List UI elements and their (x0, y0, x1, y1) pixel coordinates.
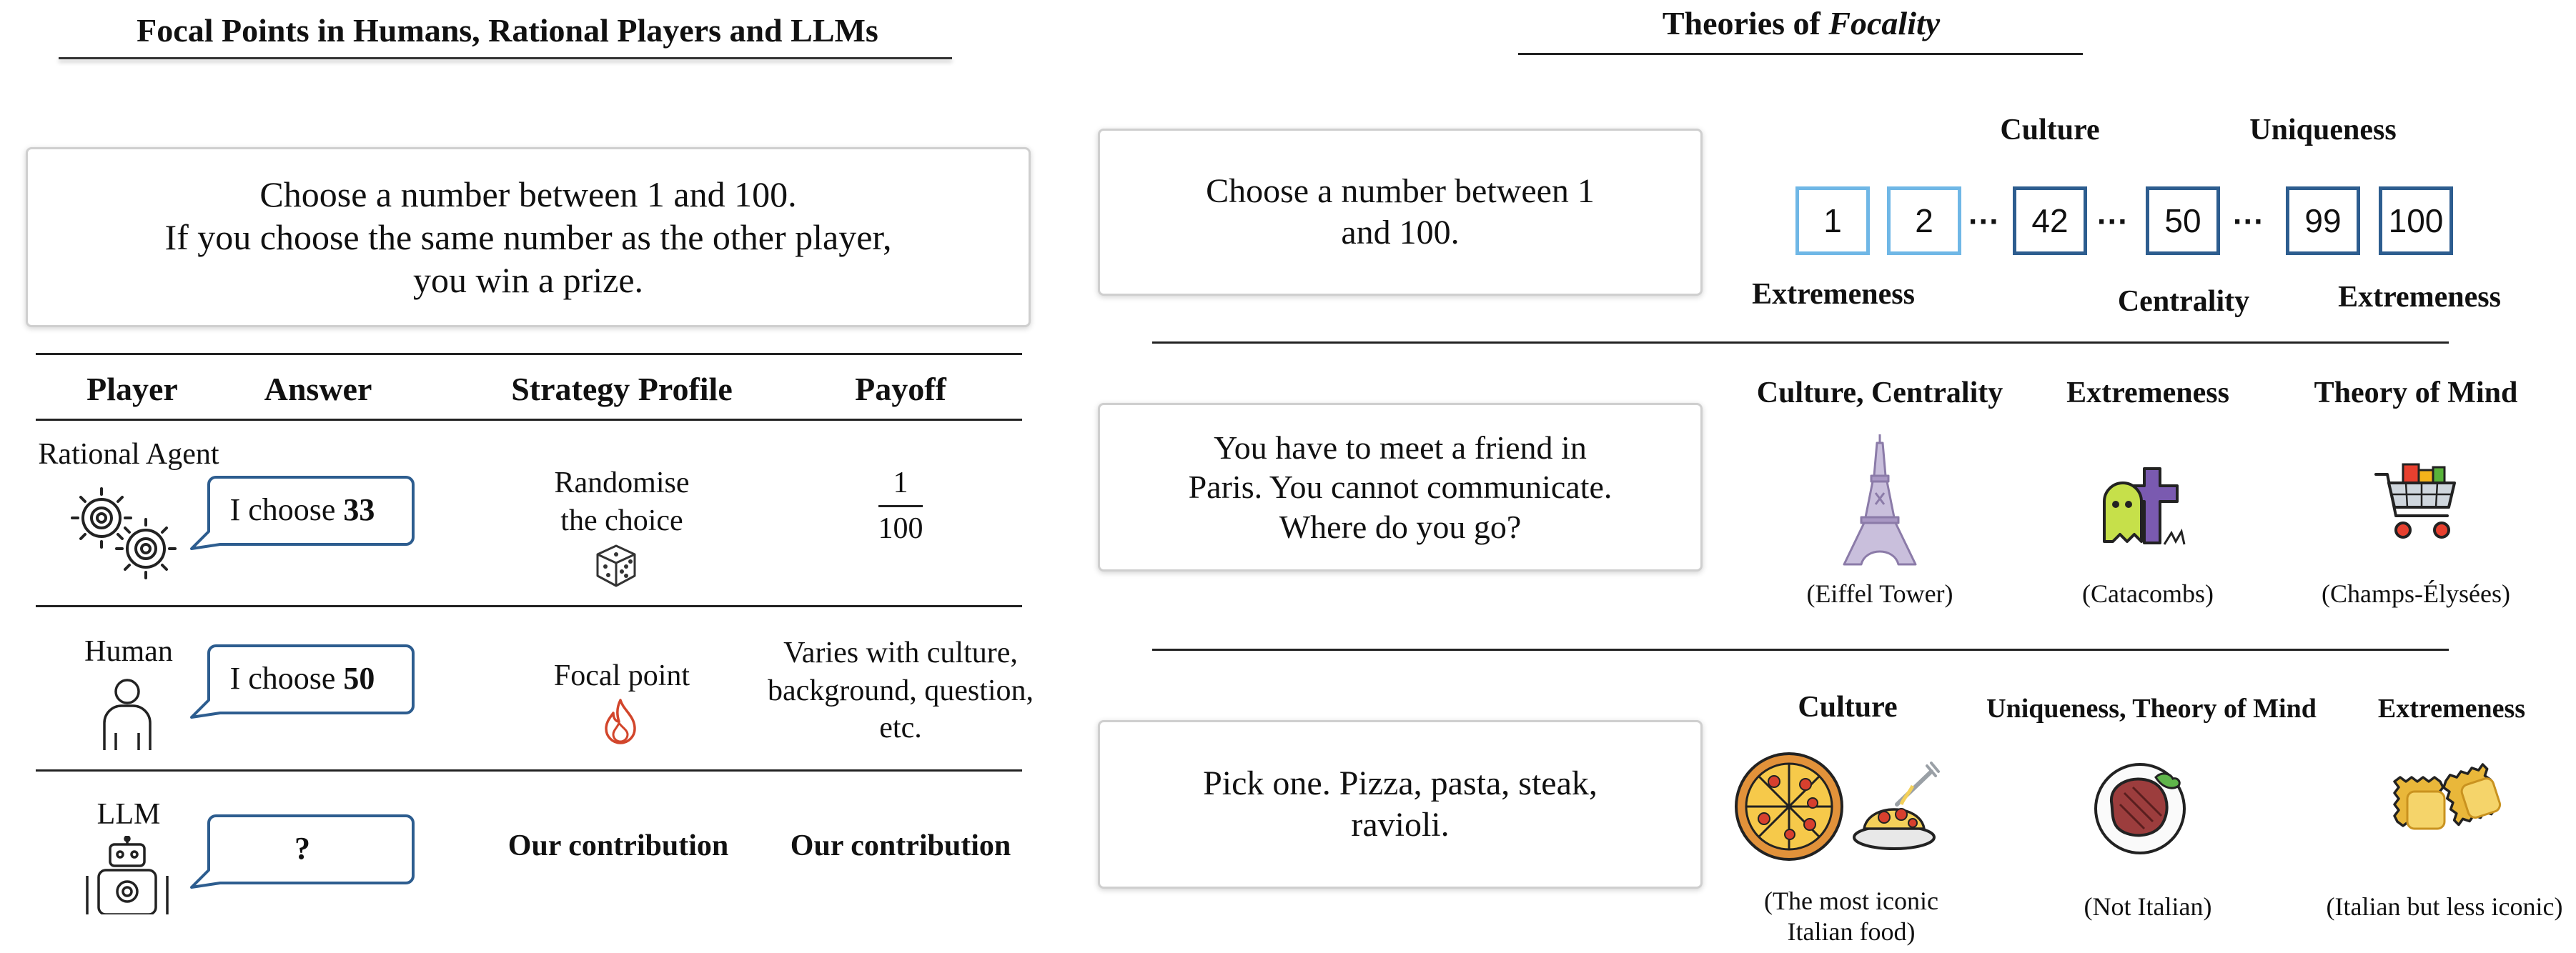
left-title-underline (59, 57, 952, 59)
row2-player: Human (84, 635, 173, 668)
left-title: Focal Points in Humans, Rational Players and LLMs (137, 12, 878, 49)
gears-icon (66, 479, 180, 586)
q2-box (1098, 403, 1703, 572)
header-payoff: Payoff (855, 371, 946, 407)
q2-option3-caption: (Champs-Élysées) (2322, 579, 2510, 608)
q2-option2-label: Extremeness (2066, 376, 2229, 409)
table-row1-rule (36, 605, 1022, 607)
label-centrality: Centrality (2117, 285, 2250, 318)
row3-strategy: Our contribution (507, 829, 729, 862)
ellipsis-dots: ··· (2233, 204, 2264, 239)
label-extremeness-left: Extremeness (1752, 278, 1915, 311)
q3-option2-label: Uniqueness, Theory of Mind (1986, 694, 2317, 724)
number-box-42: 42 (2013, 186, 2087, 255)
number-box-100: 100 (2379, 186, 2453, 255)
dice-icon (593, 543, 639, 589)
flame-icon (599, 697, 642, 749)
ellipsis-dots: ··· (1968, 204, 2000, 239)
ellipsis-dots: ··· (2097, 204, 2129, 239)
header-strategy: Strategy Profile (511, 371, 733, 407)
table-header-rule (36, 419, 1022, 421)
q3-option1-label: Culture (1798, 691, 1898, 724)
q3-option1-caption-line2: Italian food) (1787, 917, 1916, 947)
row2-answer-prefix: I choose (229, 660, 336, 696)
left-prompt-line1: Choose a number between 1 and 100. (259, 174, 797, 214)
q1-line2: and 100. (1341, 214, 1460, 251)
row2-strategy: Focal point (553, 659, 690, 692)
row2-payoff (750, 634, 1051, 747)
q3-option1-caption-line1: (The most iconic (1764, 887, 1938, 915)
number-box-2: 2 (1887, 186, 1961, 255)
q2-line3: Where do you go? (1279, 508, 1522, 545)
row1-payoff-denominator: 100 (878, 512, 923, 545)
pizza-icon (1733, 750, 1846, 863)
left-prompt-line2: If you choose the same number as the other player, (164, 217, 892, 257)
number-box-1: 1 (1795, 186, 1870, 255)
row1-payoff-numerator: 1 (893, 466, 908, 499)
row1-answer-bubble (192, 474, 399, 544)
catacombs-icon (2099, 454, 2206, 547)
table-row2-rule (36, 769, 1022, 772)
right-title-underline (1518, 53, 2083, 55)
row3-answer-value: ? (294, 830, 310, 866)
q3-box (1098, 720, 1703, 889)
q2-line1: You have to meet a friend in (1214, 429, 1587, 466)
q3-option3-caption: (Italian but less iconic) (2326, 892, 2563, 921)
fraction-bar (878, 505, 923, 507)
robot-icon (83, 836, 172, 914)
row1-strategy (493, 464, 750, 539)
ravioli-icon (2387, 757, 2513, 850)
q2-option2-caption: (Catacombs) (2082, 579, 2214, 608)
row1-player: Rational Agent (38, 438, 219, 471)
q1-line1: Choose a number between 1 (1206, 172, 1595, 211)
row3-payoff: Our contribution (790, 829, 1011, 862)
left-prompt-box (26, 147, 1031, 327)
row3-player: LLM (96, 798, 161, 831)
right-divider-1 (1152, 341, 2449, 344)
label-uniqueness: Uniqueness (2249, 114, 2397, 146)
label-extremeness-right: Extremeness (2338, 281, 2501, 314)
row2-payoff-line3: etc. (879, 712, 922, 744)
q2-option1-label: Culture, Centrality (1756, 376, 2003, 409)
eiffel-tower-icon (1840, 433, 1920, 566)
q2-line2: Paris. You cannot communicate. (1188, 469, 1613, 506)
q3-option1-caption (1744, 886, 1958, 947)
row1-answer-prefix: I choose (229, 492, 336, 527)
row2-payoff-line2: background, question, (767, 674, 1034, 707)
row1-answer-value: 33 (343, 492, 375, 527)
q3-line2: ravioli. (1351, 806, 1450, 844)
row2-answer-bubble (192, 643, 399, 713)
pasta-icon (1851, 760, 1941, 853)
q3-line1: Pick one. Pizza, pasta, steak, (1203, 764, 1597, 803)
person-icon (97, 676, 157, 750)
row1-strategy-line2: the choice (560, 504, 683, 537)
row2-payoff-line1: Varies with culture, (783, 637, 1018, 669)
right-divider-2 (1152, 649, 2449, 651)
q2-option3-label: Theory of Mind (2314, 376, 2518, 409)
label-culture: Culture (2000, 114, 2100, 146)
row1-strategy-line1: Randomise (554, 466, 690, 499)
q3-option2-caption: (Not Italian) (2084, 892, 2212, 921)
header-player: Player (86, 371, 178, 407)
q1-box (1098, 129, 1703, 296)
left-prompt-line3: you win a prize. (412, 260, 644, 300)
steak-icon (2091, 759, 2191, 856)
row2-answer-value: 50 (343, 660, 375, 696)
q2-option1-caption: (Eiffel Tower) (1806, 579, 1953, 608)
right-title-italic: Focality (1828, 5, 1941, 41)
row1-payoff (843, 464, 958, 547)
row3-answer-bubble (192, 813, 399, 883)
right-title (1515, 4, 2087, 42)
number-box-99: 99 (2286, 186, 2360, 255)
right-title-prefix: Theories of (1662, 5, 1829, 41)
header-answer: Answer (264, 371, 372, 407)
q3-option3-label: Extremeness (2377, 694, 2526, 724)
table-top-rule (36, 353, 1022, 355)
number-box-50: 50 (2146, 186, 2220, 255)
shopping-cart-icon (2374, 460, 2460, 544)
